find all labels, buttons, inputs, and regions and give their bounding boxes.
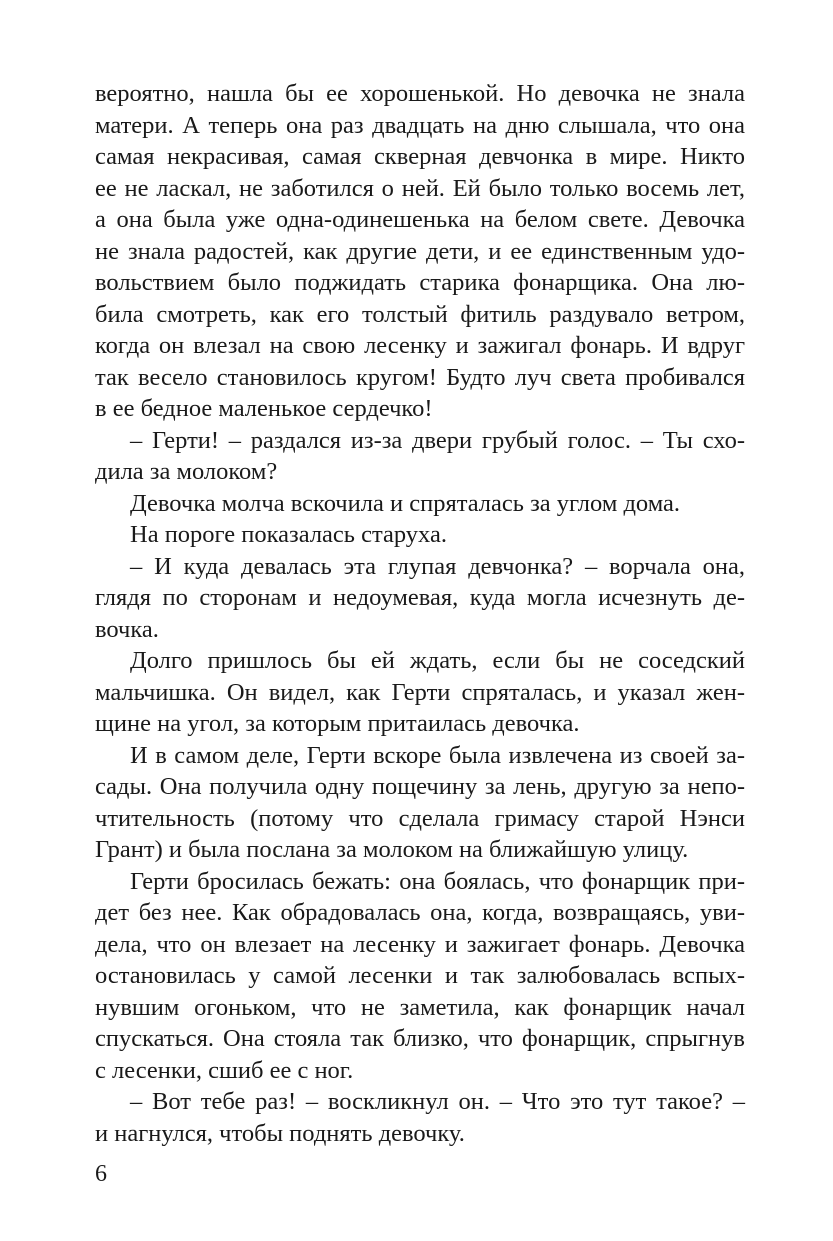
text-line: вольствием было поджидать старика фонарщика. Она лю- — [95, 269, 745, 296]
text-line: вочка. — [95, 615, 159, 643]
text-line: спускаться. Она стояла так близко, что фонарщик, спрыгнув — [95, 1025, 745, 1052]
text-line: вероятно, нашла бы ее хорошенькой. Но девочка не знала — [95, 80, 745, 107]
text-line: и нагнулся, чтобы поднять девочку. — [95, 1119, 465, 1147]
text-line: так весело становилось кругом! Будто луч света пробивался — [95, 363, 745, 391]
text-line: остановилась у самой лесенки и так залюбовалась вспых- — [95, 962, 745, 989]
text-line: И в самом деле, Герти вскоре была извлечена из своей за- — [130, 741, 745, 769]
text-line: Долго пришлось бы ей ждать, если бы не соседский — [130, 647, 745, 674]
text-line: нувшим огоньком, что не заметила, как фонарщик начал — [95, 993, 745, 1021]
text-line: самая некрасивая, самая скверная девчонка в мире. Никто — [95, 143, 745, 170]
text-line: Девочка молча вскочила и спряталась за углом дома. — [130, 489, 681, 517]
text-line: Герти бросилась бежать: она боялась, что фонарщик при- — [130, 867, 745, 895]
text-line: била смотреть, как его толстый фитиль раздувало ветром, — [95, 300, 745, 328]
text-line: в ее бедное маленькое сердечко! — [95, 395, 433, 422]
text-line: На пороге показалась старуха. — [130, 521, 447, 548]
text-line: матери. А теперь она раз двадцать на дню слышала, что она — [95, 111, 745, 139]
text-line: дила за молоком? — [95, 458, 278, 485]
text-line: не знала радостей, как другие дети, и ее единственным удо- — [95, 237, 745, 265]
text-line: а она была уже одна-одинешенька на белом свете. Девочка — [95, 206, 745, 233]
text-line: глядя по сторонам и недоумевая, куда могла исчезнуть де- — [95, 584, 745, 611]
page-number: 6 — [95, 1161, 107, 1187]
text-line: с лесенки, сшиб ее с ног. — [95, 1056, 354, 1084]
text-line: дела, что он влезает на лесенку и зажигает фонарь. Девочка — [95, 930, 745, 958]
text-line: ее не ласкал, не заботился о ней. Ей было только восемь лет, — [95, 174, 745, 202]
text-line: Грант) и была послана за молоком на ближайшую улицу. — [95, 836, 689, 863]
text-line: – Герти! – раздался из-за двери грубый голос. – Ты схо- — [130, 426, 745, 454]
text-line: мальчишка. Он видел, как Герти спряталась, и указал жен- — [95, 678, 745, 706]
text-line: дет без нее. Как обрадовалась она, когда, возвращаясь, уви- — [95, 899, 745, 926]
text-line: сады. Она получила одну пощечину за лень, другую за непо- — [95, 773, 745, 800]
text-line: щине на угол, за которым притаилась девочка. — [95, 710, 580, 737]
text-line: когда он влезал на свою лесенку и зажигал фонарь. И вдруг — [95, 332, 745, 359]
text-line: чтительность (потому что сделала гримасу старой Нэнси — [95, 804, 745, 832]
text-line: – И куда девалась эта глупая девчонка? – ворчала она, — [130, 552, 745, 580]
text-line: – Вот тебе раз! – воскликнул он. – Что это тут такое? – — [130, 1088, 745, 1115]
